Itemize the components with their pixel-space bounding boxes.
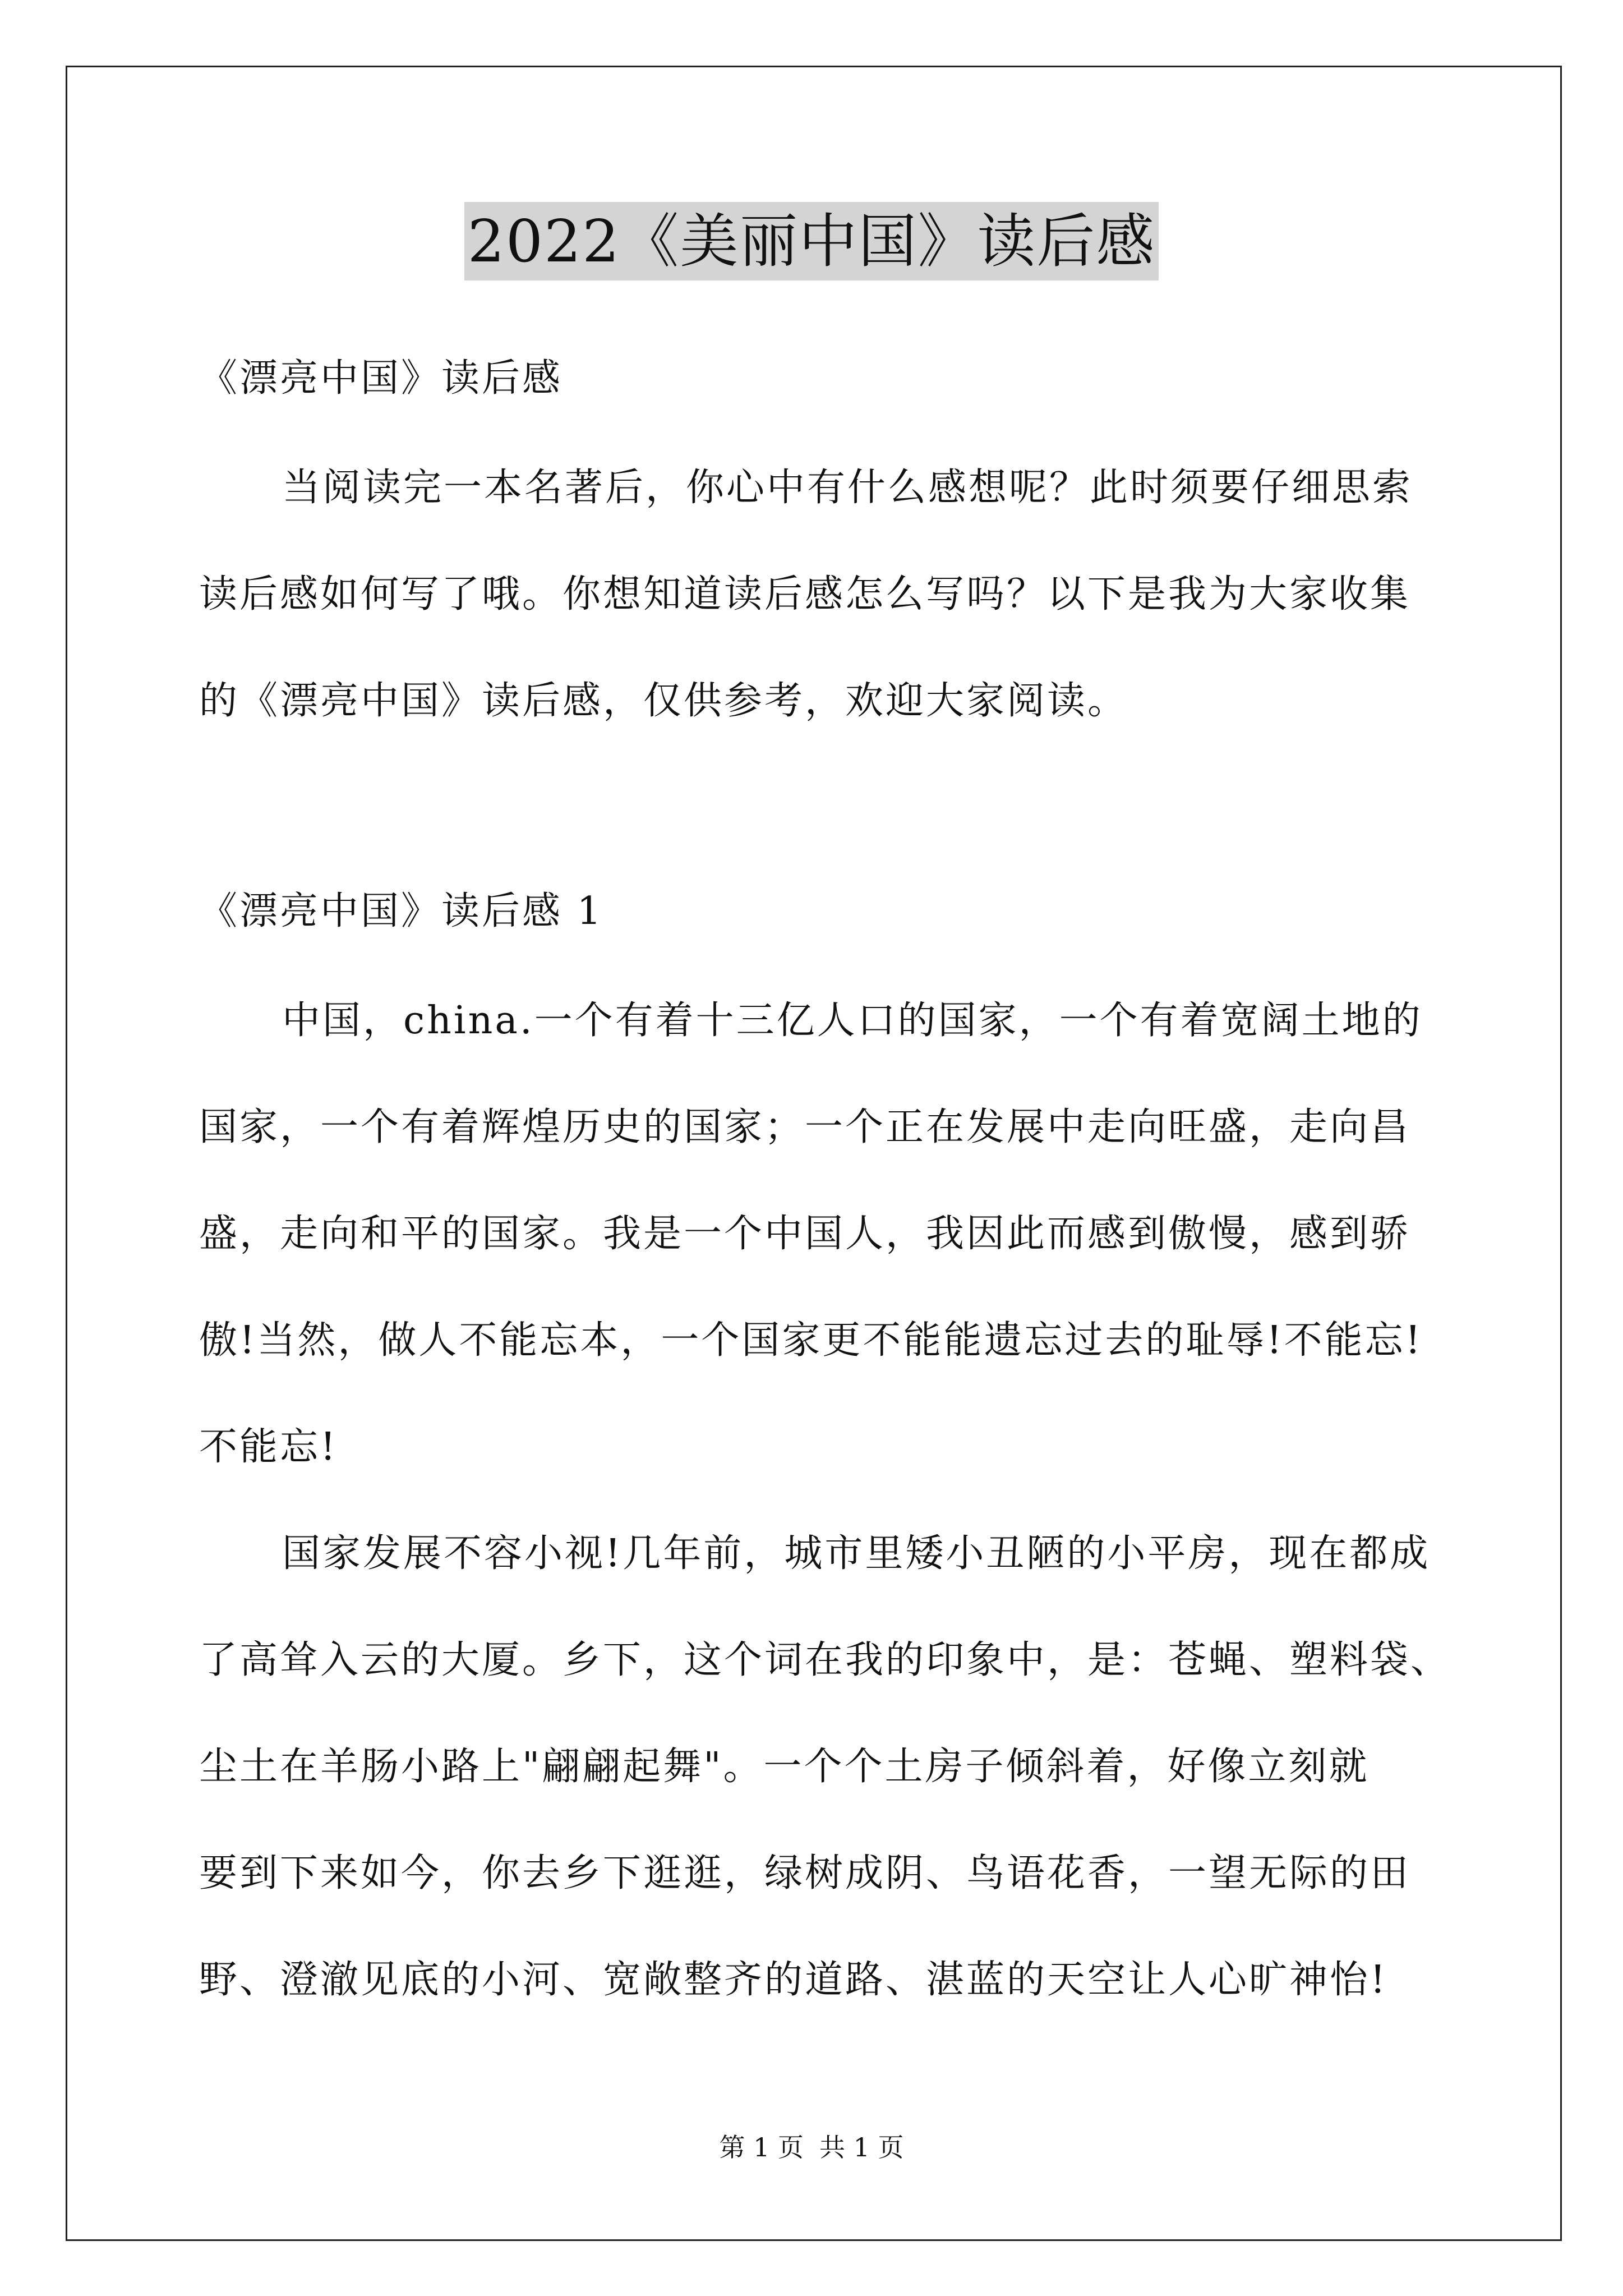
paragraph-line: 国家，一个有着辉煌历史的国家；一个正在发展中走向旺盛，走向昌	[199, 1105, 1411, 1149]
paragraph-line: 当阅读完一本名著后，你心中有什么感想呢？此时须要仔细思索	[282, 466, 1413, 510]
paragraph-line: 读后感如何写了哦。你想知道读后感怎么写吗？以下是我为大家收集	[199, 572, 1411, 616]
paragraph-line: 尘土在羊肠小路上"翩翩起舞"。一个个土房子倾斜着，好像立刻就	[199, 1745, 1370, 1789]
paragraph-line: 了高耸入云的大厦。乡下，这个词在我的印象中，是：苍蝇、塑料袋、	[199, 1638, 1451, 1682]
page-number: 第 1 页	[719, 2132, 804, 2162]
page-footer	[0, 2131, 1623, 2164]
section-heading: 《漂亮中国》读后感	[199, 356, 563, 401]
paragraph-line: 不能忘!	[199, 1425, 338, 1469]
paragraph-line: 野、澄澈见底的小河、宽敞整齐的道路、湛蓝的天空让人心旷神怡!	[199, 1958, 1388, 2002]
paragraph-line: 的《漂亮中国》读后感，仅供参考，欢迎大家阅读。	[199, 679, 1128, 723]
paragraph-line: 傲!当然，做人不能忘本，一个国家更不能能遗忘过去的耻辱!不能忘!	[199, 1318, 1423, 1363]
paragraph-line: 要到下来如今，你去乡下逛逛，绿树成阴、鸟语花香，一望无际的田	[199, 1851, 1411, 1895]
section-heading: 《漂亮中国》读后感 1	[199, 889, 603, 933]
document-title: 2022《美丽中国》读后感	[464, 202, 1159, 280]
paragraph-line: 盛，走向和平的国家。我是一个中国人，我因此而感到傲慢，感到骄	[199, 1212, 1411, 1256]
paragraph-line: 中国，china.一个有着十三亿人口的国家，一个有着宽阔土地的	[282, 999, 1423, 1043]
paragraph-line: 国家发展不容小视!几年前，城市里矮小丑陋的小平房，现在都成	[282, 1531, 1431, 1576]
title-container	[0, 202, 1623, 280]
page-total: 共 1 页	[819, 2132, 904, 2162]
